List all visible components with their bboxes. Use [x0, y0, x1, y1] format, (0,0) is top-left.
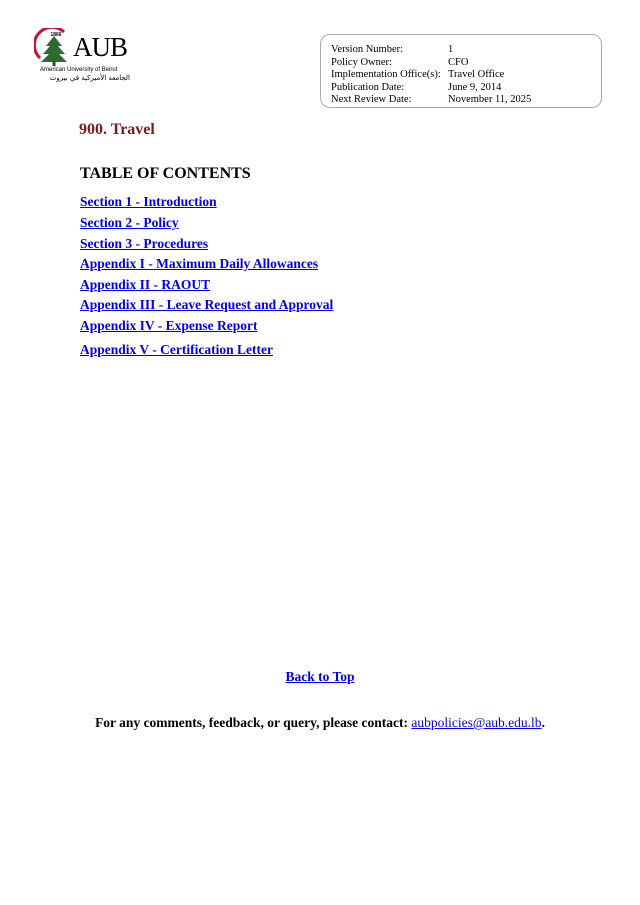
info-label: Policy Owner: [331, 56, 392, 68]
back-to-top-row [0, 669, 640, 685]
logo-year: 1866 [50, 32, 62, 38]
toc-link-section-2[interactable]: Section 2 - Policy [80, 215, 179, 230]
toc-heading: TABLE OF CONTENTS [80, 165, 251, 182]
info-label: Implementation Office(s): [331, 69, 441, 80]
info-row-version [331, 44, 601, 57]
logo-arabic-name: الجامعة الأميركية في بيروت [49, 74, 130, 82]
toc-link-appendix-3[interactable]: Appendix III - Leave Request and Approval [80, 297, 334, 312]
info-value: CFO [448, 56, 469, 68]
policy-info-box [320, 34, 602, 108]
logo-english-name: American University of Beirut [40, 67, 118, 73]
contact-email-link[interactable]: aubpolicies@aub.edu.lb [411, 715, 542, 730]
aub-logo [34, 28, 139, 88]
info-row-owner [331, 57, 601, 70]
toc-link-appendix-4[interactable]: Appendix IV - Expense Report [80, 318, 258, 333]
toc-link-section-3[interactable]: Section 3 - Procedures [80, 236, 209, 251]
info-label: Next Review Date: [331, 94, 412, 105]
contact-text: For any comments, feedback, or query, please contact: [95, 715, 412, 730]
toc-link-appendix-5[interactable]: Appendix V - Certification Letter [80, 342, 273, 357]
logo-acronym: AUB [73, 32, 128, 62]
info-label: Publication Date: [331, 81, 405, 93]
info-value: June 9, 2014 [448, 81, 502, 93]
contact-line [0, 715, 640, 731]
info-value: November 11, 2025 [448, 94, 532, 105]
info-row-review [331, 94, 601, 107]
info-value: Travel Office [448, 69, 505, 80]
back-to-top-link[interactable]: Back to Top [285, 669, 355, 684]
info-label: Version Number: [331, 44, 404, 55]
toc-link-appendix-2[interactable]: Appendix II - RAOUT [80, 277, 211, 292]
info-value: 1 [448, 44, 454, 55]
toc-link-appendix-1[interactable]: Appendix I - Maximum Daily Allowances [80, 256, 319, 271]
contact-end: . [541, 715, 545, 730]
info-row-publication [331, 82, 601, 95]
info-row-office [331, 69, 601, 82]
toc-link-section-1[interactable]: Section 1 - Introduction [80, 194, 217, 209]
page-title: 900. Travel [79, 121, 155, 138]
